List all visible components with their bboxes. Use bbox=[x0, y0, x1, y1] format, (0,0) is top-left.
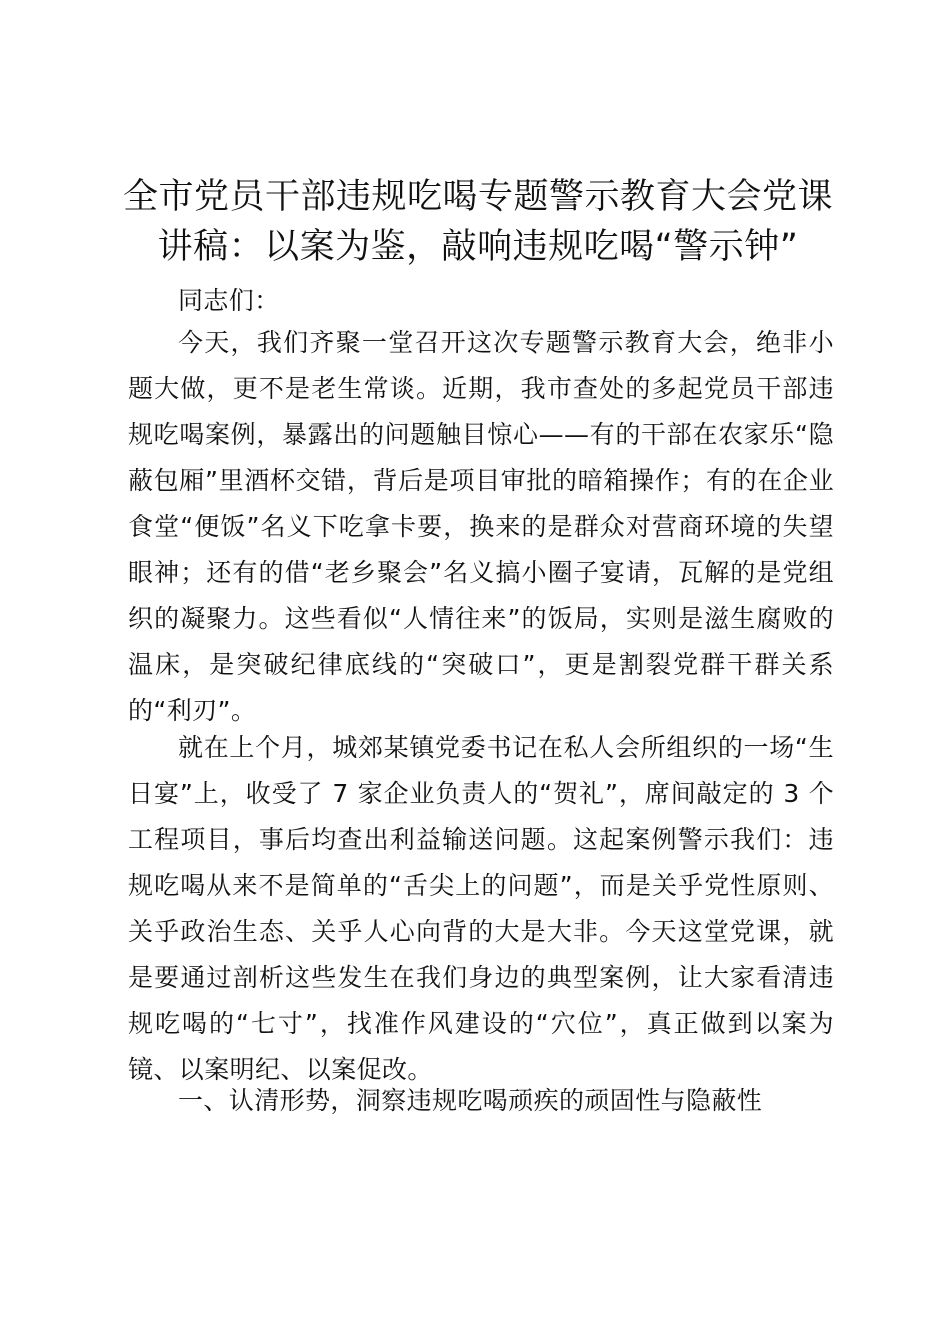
salutation: 同志们： bbox=[178, 286, 280, 315]
paragraph-case: 就在上个月，城郊某镇党委书记在私人会所组织的一场“生日宴”上，收受了 7 家企业负责人的“贺礼”，席间敲定的 3 个工程项目，事后均查出利益输送问题。这起案例警示我们：违规吃喝从来不是简单的“舌尖上的问题”，而是关乎党性原则、关乎政治生态、关乎人心向背的大是大非。今天这堂党课，就是要通过剖析这些发生在我们身边的典型案例，让大家看清违规吃喝的“七寸”，找准作风建设的“穴位”，真正做到以案为镜、以案明纪、以案促改。 bbox=[128, 733, 834, 1084]
document-title: 全市党员干部违规吃喝专题警示教育大会党课讲稿：以案为鉴，敲响违规吃喝“警示钟” bbox=[122, 177, 833, 267]
section-heading: 一、认清形势，洞察违规吃喝顽疾的顽固性与隐蔽性 bbox=[178, 1086, 763, 1115]
paragraph-intro: 今天，我们齐聚一堂召开这次专题警示教育大会，绝非小题大做，更不是老生常谈。近期，我市查处的多起党员干部违规吃喝案例，暴露出的问题触目惊心——有的干部在农家乐“隐蔽包厢”里酒杯交错，背后是项目审批的暗箱操作；有的在企业食堂“便饭”名义下吃拿卡要，换来的是群众对营商环境的失望眼神；还有的借“老乡聚会”名义搞小圈子宴请，瓦解的是党组织的凝聚力。这些看似“人情往来”的饭局，实则是滋生腐败的温床，是突破纪律底线的“突破口”，更是割裂党群干群关系的“利刃”。 bbox=[128, 328, 834, 725]
